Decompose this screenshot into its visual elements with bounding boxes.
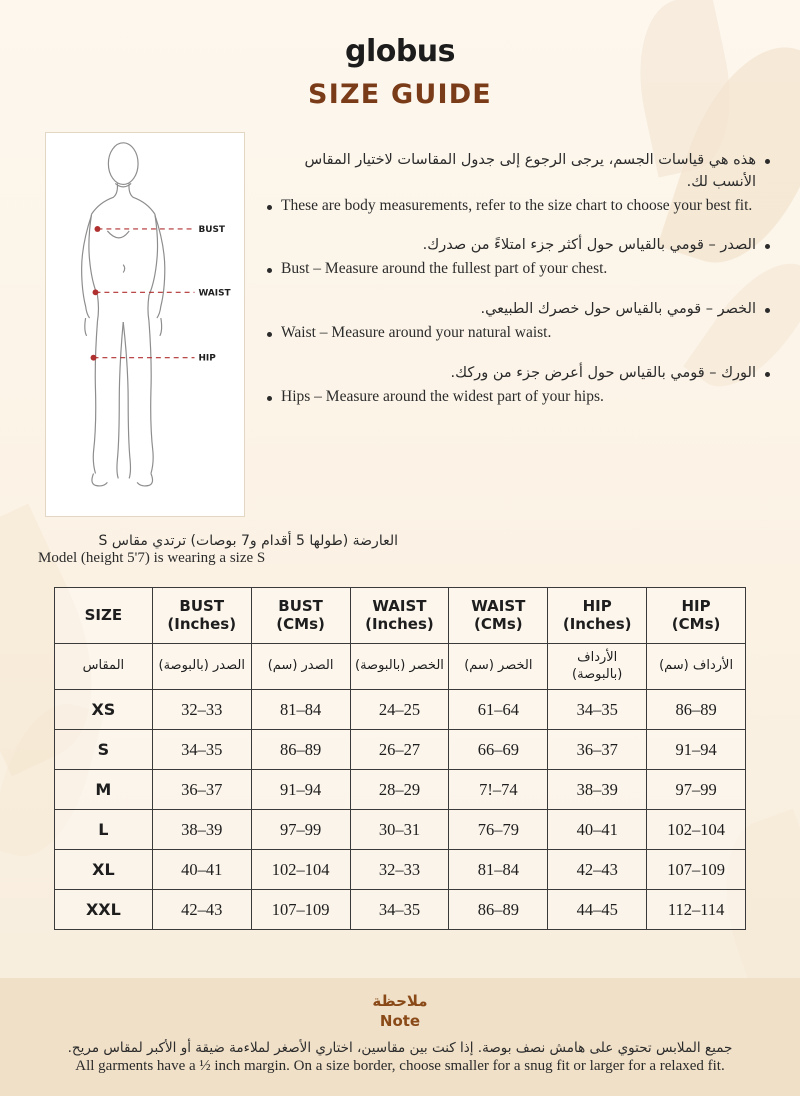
brand-logo: globus xyxy=(344,34,456,69)
cell-hip-cms: 86–89 xyxy=(647,690,746,730)
column-header-hip-cms-ar: الأرداف (سم) xyxy=(647,644,746,690)
column-header-size: SIZE xyxy=(55,588,153,644)
instruction-arabic xyxy=(267,363,770,385)
cell-size: XXL xyxy=(55,890,153,930)
cell-bust-cms: 86–89 xyxy=(251,730,350,770)
cell-waist-cms: 61–64 xyxy=(449,690,548,730)
cell-waist-cms: 7!–74 xyxy=(449,770,548,810)
cell-hip-inches: 36–37 xyxy=(548,730,647,770)
column-header-bust-cms-ar: الصدر (سم) xyxy=(251,644,350,690)
cell-bust-inches: 38–39 xyxy=(152,810,251,850)
cell-hip-cms: 107–109 xyxy=(647,850,746,890)
cell-hip-inches: 34–35 xyxy=(548,690,647,730)
table-row xyxy=(55,730,746,770)
cell-bust-inches: 34–35 xyxy=(152,730,251,770)
instruction-group xyxy=(267,235,770,280)
bullet-dot-icon xyxy=(267,396,272,401)
cell-hip-cms: 102–104 xyxy=(647,810,746,850)
cell-bust-inches: 36–37 xyxy=(152,770,251,810)
column-header-waist-cms: WAIST (CMs) xyxy=(449,588,548,644)
instruction-arabic-text: هذه هي قياسات الجسم، يرجى الرجوع إلى جدول المقاسات لاختيار المقاس الأنسب لك. xyxy=(304,152,756,190)
column-header-bust-inches: BUST (Inches) xyxy=(152,588,251,644)
cell-waist-cms: 66–69 xyxy=(449,730,548,770)
column-header-size-ar: المقاس xyxy=(55,644,153,690)
instruction-arabic-text: الصدر – قومي بالقياس حول أكثر جزء امتلاءً من صدرك. xyxy=(422,237,756,254)
instruction-english xyxy=(267,196,770,217)
cell-size: L xyxy=(55,810,153,850)
instruction-arabic-text: الورك – قومي بالقياس حول أعرض جزء من وركك. xyxy=(450,364,756,381)
model-figure-image xyxy=(45,132,245,517)
cell-size: XS xyxy=(55,690,153,730)
cell-bust-cms: 91–94 xyxy=(251,770,350,810)
instruction-english-text: Waist – Measure around your natural waist. xyxy=(281,323,552,341)
instruction-arabic xyxy=(267,299,770,321)
instruction-english xyxy=(267,387,770,408)
cell-bust-cms: 81–84 xyxy=(251,690,350,730)
figure-label-waist: WAIST xyxy=(198,288,231,299)
instruction-group xyxy=(267,299,770,344)
cell-waist-cms: 76–79 xyxy=(449,810,548,850)
column-header-bust-cms: BUST (CMs) xyxy=(251,588,350,644)
column-header-bust-inches-ar: الصدر (بالبوصة) xyxy=(152,644,251,690)
cell-waist-inches: 24–25 xyxy=(350,690,449,730)
instruction-arabic xyxy=(267,235,770,257)
cell-waist-inches: 32–33 xyxy=(350,850,449,890)
table-header-row-arabic xyxy=(55,644,746,690)
cell-hip-inches: 44–45 xyxy=(548,890,647,930)
column-header-waist-cms-ar: الخصر (سم) xyxy=(449,644,548,690)
cell-hip-inches: 42–43 xyxy=(548,850,647,890)
cell-hip-cms: 91–94 xyxy=(647,730,746,770)
figure-label-hip: HIP xyxy=(198,353,216,364)
page-title: SIZE GUIDE xyxy=(308,79,492,110)
model-note-arabic: العارضة (طولها 5 أقدام و7 بوصات) ترتدي مقاس S xyxy=(98,533,398,549)
instruction-english-text: These are body measurements, refer to the size chart to choose your best fit. xyxy=(281,196,753,214)
cell-bust-cms: 107–109 xyxy=(251,890,350,930)
note-footer xyxy=(0,978,800,1096)
instruction-arabic xyxy=(267,150,770,194)
instruction-group xyxy=(267,363,770,408)
figure-label-bust: BUST xyxy=(198,224,225,235)
instruction-arabic-text: الخصر – قومي بالقياس حول خصرك الطبيعي. xyxy=(480,301,756,318)
table-row xyxy=(55,850,746,890)
cell-waist-inches: 34–35 xyxy=(350,890,449,930)
cell-size: XL xyxy=(55,850,153,890)
table-row xyxy=(55,890,746,930)
bullet-dot-icon xyxy=(765,372,770,377)
cell-waist-inches: 28–29 xyxy=(350,770,449,810)
cell-hip-cms: 97–99 xyxy=(647,770,746,810)
bullet-dot-icon xyxy=(765,308,770,313)
instruction-english xyxy=(267,323,770,344)
cell-waist-cms: 86–89 xyxy=(449,890,548,930)
cell-hip-cms: 112–114 xyxy=(647,890,746,930)
instruction-english xyxy=(267,259,770,280)
figure-and-instructions xyxy=(30,132,770,517)
cell-bust-cms: 97–99 xyxy=(251,810,350,850)
column-header-hip-cms: HIP (CMs) xyxy=(647,588,746,644)
cell-waist-inches: 26–27 xyxy=(350,730,449,770)
size-chart-table xyxy=(54,587,746,930)
cell-waist-inches: 30–31 xyxy=(350,810,449,850)
cell-size: M xyxy=(55,770,153,810)
column-header-waist-inches: WAIST (Inches) xyxy=(350,588,449,644)
table-row xyxy=(55,690,746,730)
table-row xyxy=(55,810,746,850)
bullet-dot-icon xyxy=(765,244,770,249)
instruction-group xyxy=(267,150,770,216)
model-note xyxy=(38,533,770,567)
instruction-english-text: Bust – Measure around the fullest part of your chest. xyxy=(281,260,608,278)
cell-bust-cms: 102–104 xyxy=(251,850,350,890)
instruction-english-text: Hips – Measure around the widest part of your hips. xyxy=(281,387,604,405)
bullet-dot-icon xyxy=(765,159,770,164)
table-header-row-english xyxy=(55,588,746,644)
note-heading-english: Note xyxy=(379,1012,421,1030)
cell-bust-inches: 42–43 xyxy=(152,890,251,930)
cell-hip-inches: 38–39 xyxy=(548,770,647,810)
table-row xyxy=(55,770,746,810)
cell-waist-cms: 81–84 xyxy=(449,850,548,890)
cell-bust-inches: 40–41 xyxy=(152,850,251,890)
bullet-dot-icon xyxy=(267,268,272,273)
column-header-waist-inches-ar: الخصر (بالبوصة) xyxy=(350,644,449,690)
bullet-dot-icon xyxy=(267,332,272,337)
note-body-english: All garments have a ½ inch margin. On a size border, choose smaller for a snug fit or larger for a relaxed fit. xyxy=(75,1058,725,1074)
cell-size: S xyxy=(55,730,153,770)
cell-hip-inches: 40–41 xyxy=(548,810,647,850)
note-body-arabic: جميع الملابس تحتوي على هامش نصف بوصة. إذا كنت بين مقاسين، اختاري الأصغر لملاءمة ضيقة أو الأكبر لمقاس مريح. xyxy=(67,1040,733,1056)
measurement-instructions xyxy=(267,132,770,426)
cell-bust-inches: 32–33 xyxy=(152,690,251,730)
column-header-hip-inches: HIP (Inches) xyxy=(548,588,647,644)
column-header-hip-inches-ar: الأرداف (بالبوصة) xyxy=(548,644,647,690)
model-note-english: Model (height 5'7) is wearing a size S xyxy=(38,550,266,566)
bullet-dot-icon xyxy=(267,205,272,210)
note-heading-arabic: ملاحظة xyxy=(372,992,428,1010)
